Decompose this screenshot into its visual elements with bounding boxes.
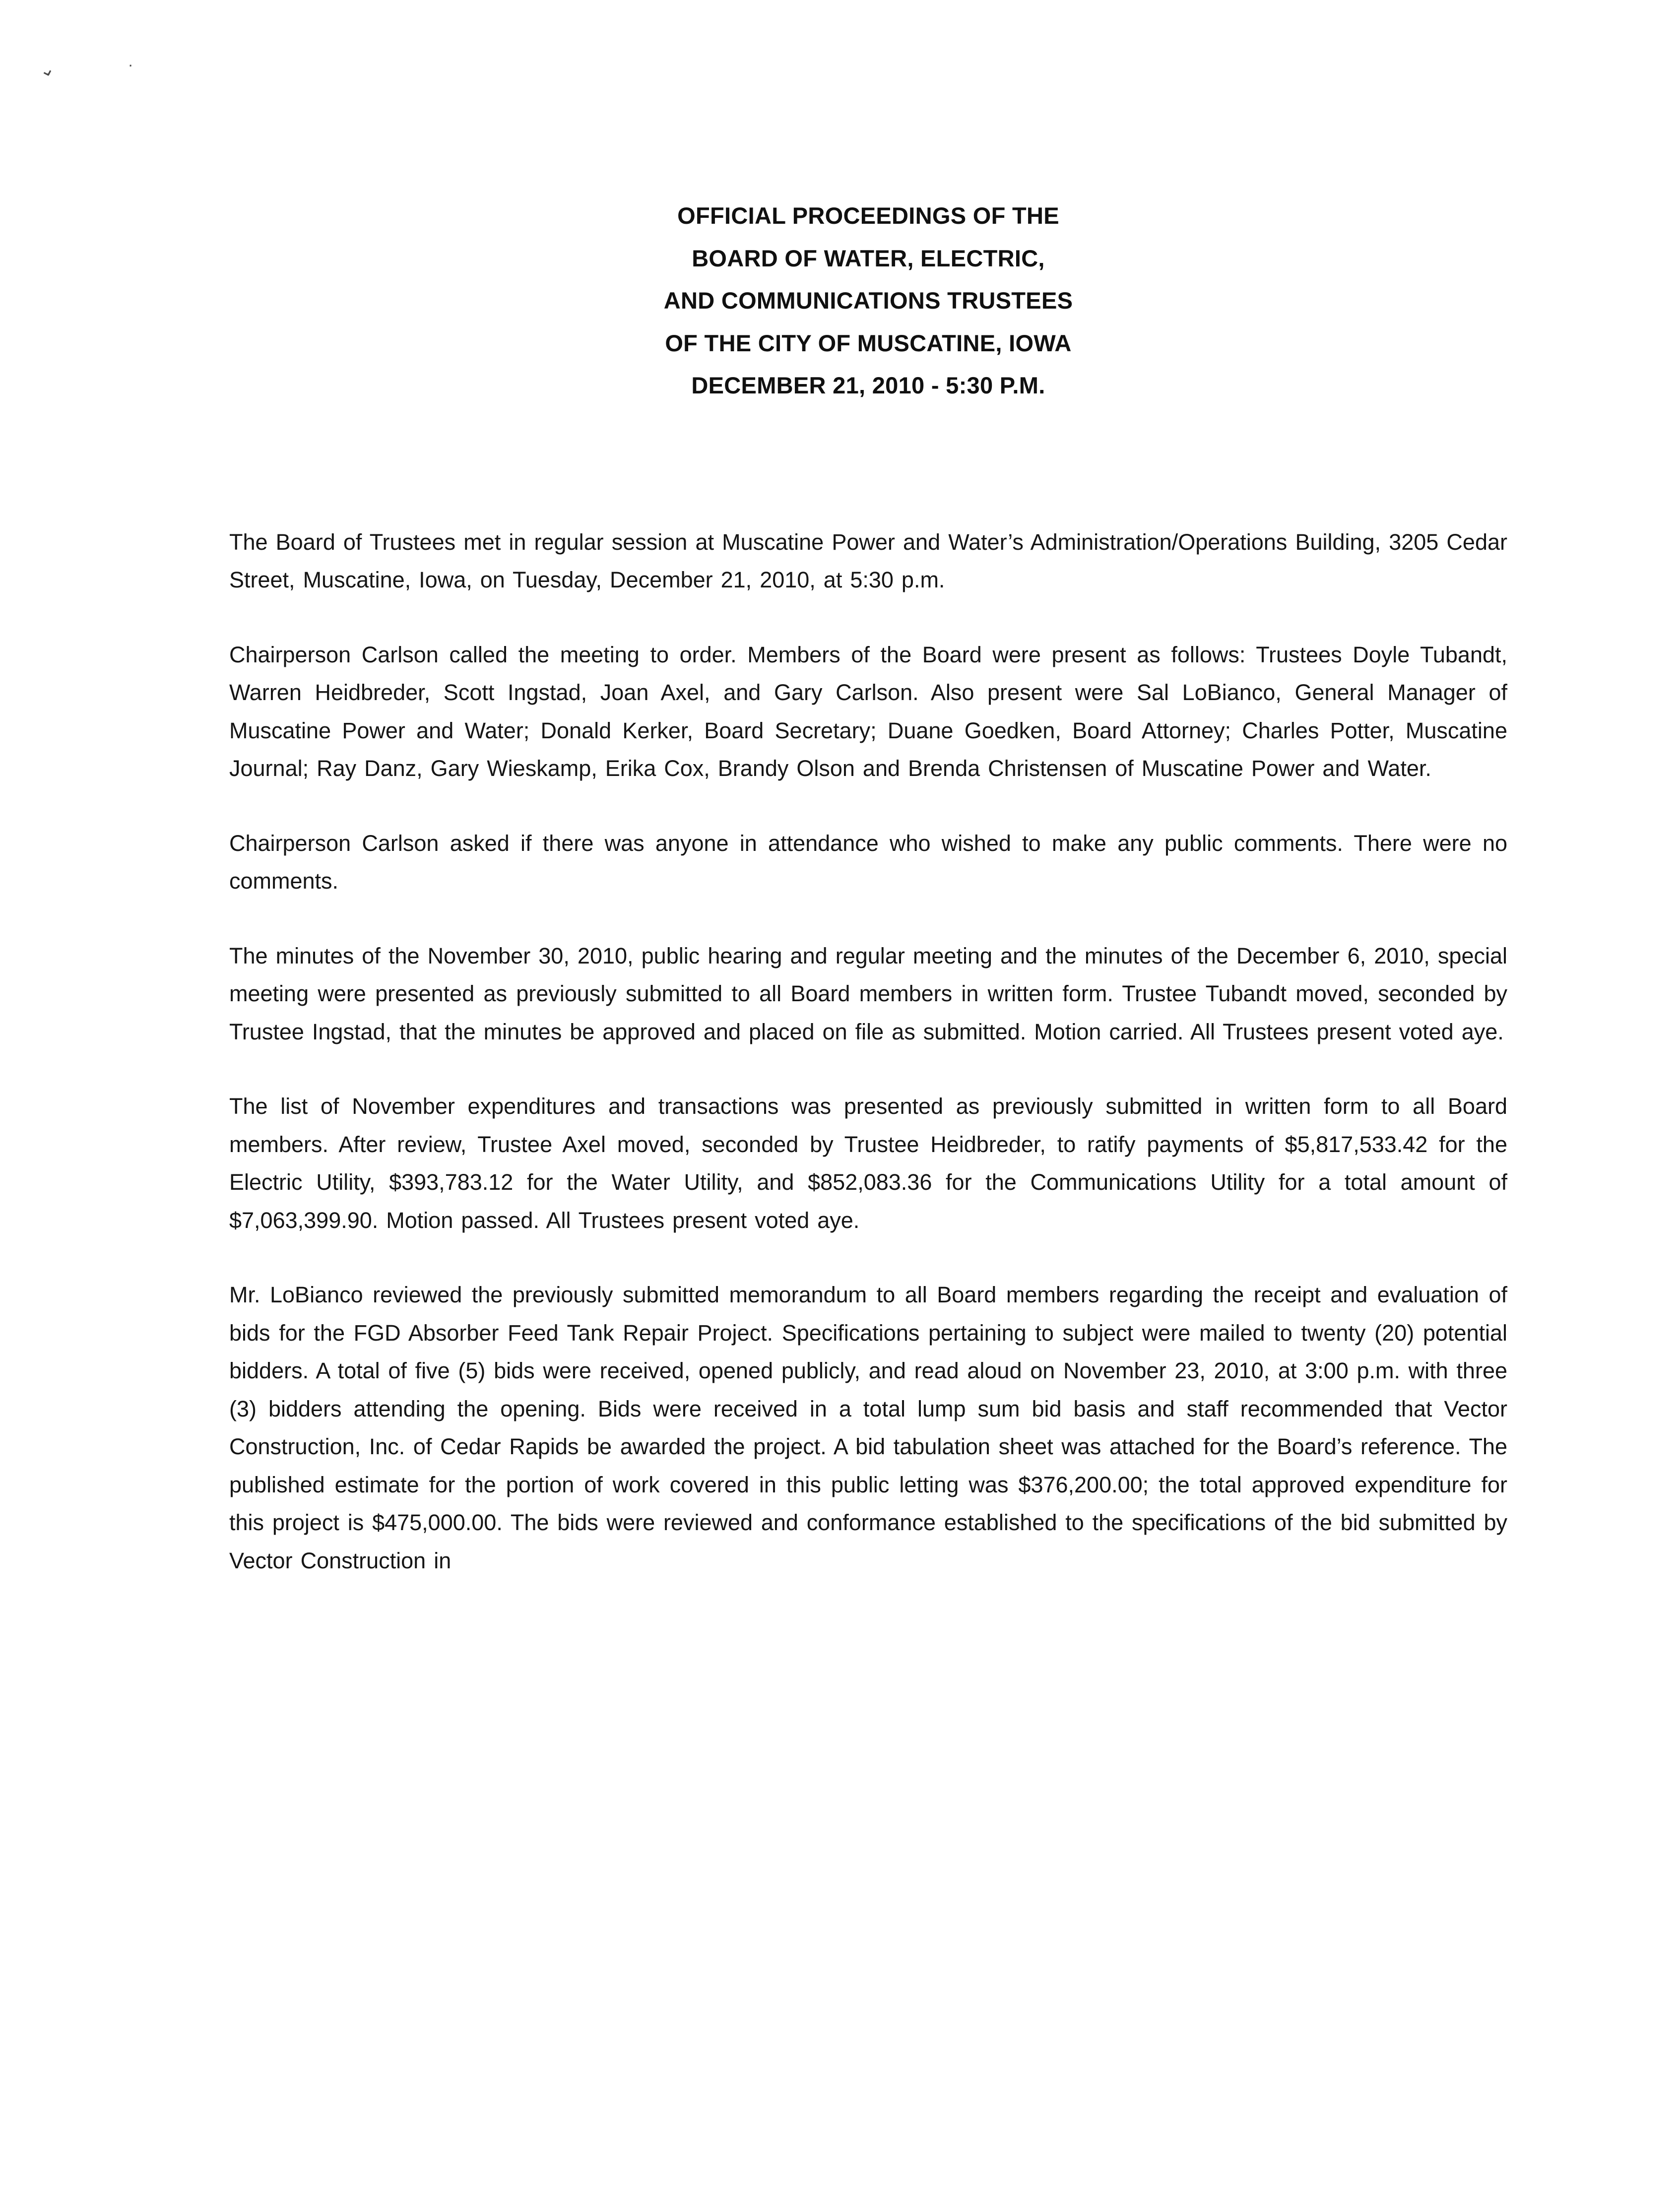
title-line: DECEMBER 21, 2010 - 5:30 P.M. [691,372,1045,399]
document-body [229,523,1507,1580]
title-line: AND COMMUNICATIONS TRUSTEES [663,287,1073,314]
paragraph-meeting-session: The Board of Trustees met in regular session at Muscatine Power and Water’s Administration/Operations Building, 3205 Cedar Street, Muscatine, Iowa, on Tuesday, December 21, 2010, at 5:30 p.m. [229,529,1507,593]
paragraph-minutes-approval: The minutes of the November 30, 2010, public hearing and regular meeting and the minutes of the December 6, 2010, special meeting were presented as previously submitted to all Board members in written form. Trustee Tubandt moved, seconded by Trustee Ingstad, that the minutes be approved and placed on file as submitted. Motion carried. All Trustees present voted aye. [229,943,1507,1044]
paragraph-attendance: Chairperson Carlson called the meeting to order. Members of the Board were present as follows: Trustees Doyle Tubandt, Warren Heidbreder, Scott Ingstad, Joan Axel, and Gary Carlson. Also present were Sal LoBianco, General Manager of Muscatine Power and Water; Donald Kerker, Board Secretary; Duane Goedken, Board Attorney; Charles Potter, Muscatine Journal; Ray Danz, Gary Wieskamp, Erika Cox, Brandy Olson and Brenda Christensen of Muscatine Power and Water. [229,642,1507,781]
document-title [229,194,1507,407]
paragraph-fgd-bids: Mr. LoBianco reviewed the previously submitted memorandum to all Board members regarding the receipt and evaluation of bids for the FGD Absorber Feed Tank Repair Project. Specifications pertaining to subject were mailed to twenty (20) potential bidders. A total of five (5) bids were received, opened publicly, and read aloud on November 23, 2010, at 3:00 p.m. with three (3) bidders attending the opening. Bids were received in a total lump sum bid basis and staff recommended that Vector Construction, Inc. of Cedar Rapids be awarded the project. A bid tabulation sheet was attached for the Board’s reference. The published estimate for the portion of work covered in this public letting was $376,200.00; the total approved expenditure for this project is $475,000.00. The bids were reviewed and conformance established to the specifications of the bid submitted by Vector Construction in [229,1282,1507,1573]
paragraph-public-comments: Chairperson Carlson asked if there was anyone in attendance who wished to make any public comments. There were no comments. [229,830,1507,894]
scan-artifact-mark: · [127,55,135,74]
title-line: BOARD OF WATER, ELECTRIC, [692,245,1045,271]
title-line: OF THE CITY OF MUSCATINE, IOWA [665,329,1072,356]
paragraph-expenditures: The list of November expenditures and transactions was presented as previously submitted in written form to all Board members. After review, Trustee Axel moved, seconded by Trustee Heidbreder, to ratify payments of $5,817,533.42 for the Electric Utility, $393,783.12 for the Water Utility, and $852,083.36 for the Communications Utility for a total amount of $7,063,399.90. Motion passed. All Trustees present voted aye. [229,1094,1507,1233]
scan-artifact-mark: ⌄ [36,58,58,82]
title-line: OFFICIAL PROCEEDINGS OF THE [677,202,1059,229]
